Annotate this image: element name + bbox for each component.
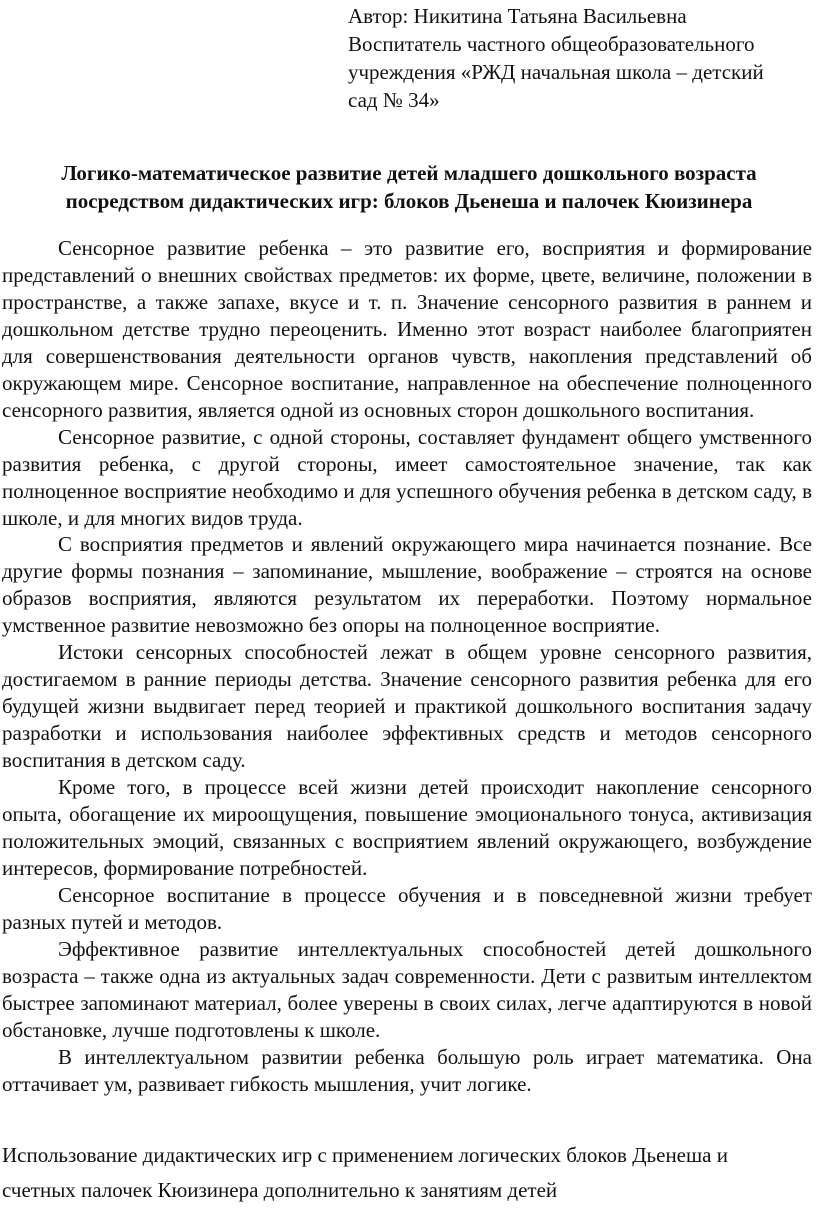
paragraph: В интеллектуальном развитии ребенка большую роль играет математика. Она оттачивает ум, развивает гибкость мышления, учит логике. bbox=[2, 1044, 812, 1096]
document-title bbox=[6, 159, 812, 215]
paragraph: Истоки сенсорных способностей лежат в общем уровне сенсорного развития, достигаемом в ранние периоды детства. Значение сенсорного развития ребенка для его будущей жизни выдвигает перед теорией и практикой дошкольного воспитания задачу разработки и использования наиболее эффективных средств и методов сенсорного воспитания в детском саду. bbox=[2, 640, 812, 773]
author-line: сад № 34» bbox=[348, 88, 440, 112]
paragraph: Сенсорное развитие ребенка – это развитие его, восприятия и формирование представлений о внешних свойствах предметов: их форме, цвете, величине, положении в пространстве, а также запахе, вкусе и т. п. Значение сенсорного развития в раннем и дошкольном детстве трудно переоценить. Именно этот возраст наиболее благоприятен для совершенствования деятельности органов чувств, накопления представлений об окружающем мире. Сенсорное воспитание, направленное на обеспечение полноценного сенсорного развития, является одной из основных сторон дошкольного воспитания. bbox=[2, 236, 812, 422]
paragraph: Кроме того, в процессе всей жизни детей происходит накопление сенсорного опыта, обогащение их мироощущения, повышение эмоционального тонуса, активизация положительных эмоций, связанных с восприятием явлений окружающего, возбуждение интересов, формирование потребностей. bbox=[2, 775, 812, 880]
paragraph: Сенсорное развитие, с одной стороны, составляет фундамент общего умственного развития ребенка, с другой стороны, имеет самостоятельное значение, так как полноценное восприятие необходимо и для успешного обучения ребенка в детском саду, в школе, и для многих видов труда. bbox=[2, 424, 812, 530]
title-line: посредством дидактических игр: блоков Дьенеша и палочек Кюизинера bbox=[65, 189, 753, 213]
closing-line: счетных палочек Кюизинера дополнительно к занятиям детей bbox=[2, 1178, 558, 1202]
paragraph: С восприятия предметов и явлений окружающего мира начинается познание. Все другие формы познания – запоминание, мышление, воображение – строятся на основе образов восприятия, являются результатом их переработки. Поэтому нормальное умственное развитие невозможно без опоры на полноценное восприятие. bbox=[2, 532, 812, 638]
closing-line: Использование дидактических игр с применением логических блоков Дьенеша и bbox=[2, 1143, 728, 1167]
author-line: Автор: Никитина Татьяна Васильевна bbox=[348, 4, 687, 28]
paragraph: Сенсорное воспитание в процессе обучения и в повседневной жизни требует разных путей и методов. bbox=[2, 882, 812, 934]
author-line: учреждения «РЖД начальная школа – детский bbox=[348, 60, 764, 84]
author-block bbox=[348, 2, 803, 114]
body-text bbox=[2, 235, 812, 1098]
author-line: Воспитатель частного общеобразовательного bbox=[348, 32, 755, 56]
paragraph: Эффективное развитие интеллектуальных способностей детей дошкольного возраста – также одна из актуальных задач современности. Дети с развитым интеллектом быстрее запоминают материал, более уверены в своих силах, легче адаптируются в новой обстановке, лучше подготовлены к школе. bbox=[2, 936, 812, 1042]
title-line: Логико-математическое развитие детей младшего дошкольного возраста bbox=[61, 161, 757, 185]
